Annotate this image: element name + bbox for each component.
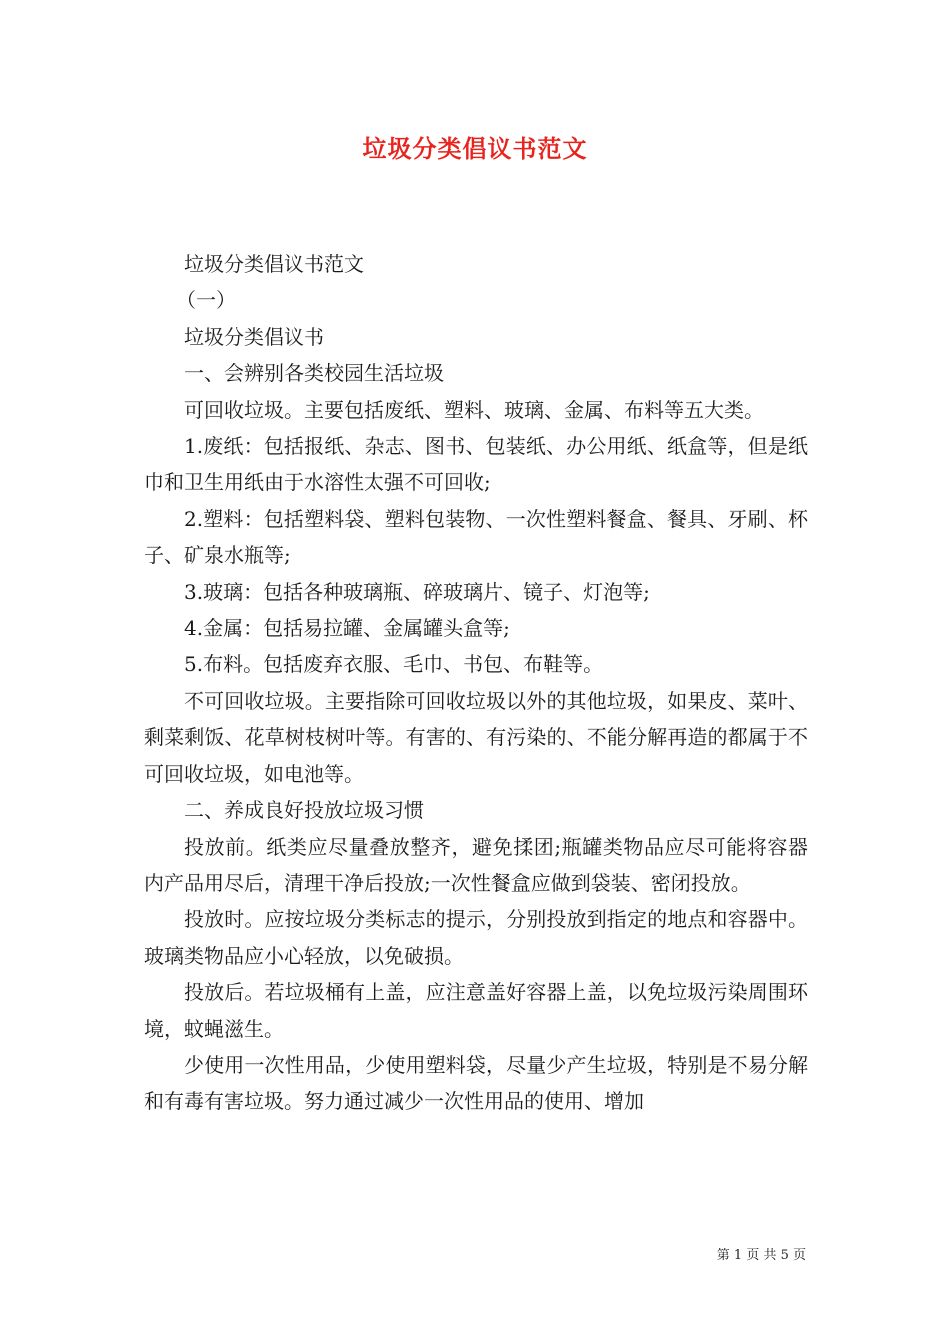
paragraph: 投放前。纸类应尽量叠放整齐，避免揉团;瓶罐类物品应尽可能将容器内产品用尽后，清理干净后投放;一次性餐盒应做到袋装、密闭投放。 <box>144 834 808 895</box>
paragraph: 1.废纸：包括报纸、杂志、图书、包装纸、办公用纸、纸盒等，但是纸巾和卫生用纸由于水溶性太强不可回收; <box>144 434 808 495</box>
paragraph: 3.玻璃：包括各种玻璃瓶、碎玻璃片、镜子、灯泡等; <box>184 579 650 604</box>
section-heading: 一、会辨别各类校园生活垃圾 <box>184 361 444 386</box>
paragraph: （一） <box>176 288 236 313</box>
paragraph: 投放后。若垃圾桶有上盖，应注意盖好容器上盖，以免垃圾污染周围环境，蚊蝇滋生。 <box>144 980 808 1041</box>
paragraph: 少使用一次性用品，少使用塑料袋，尽量少产生垃圾，特别是不易分解和有毒有害垃圾。努力通过减少一次性用品的使用、增加 <box>144 1052 808 1114</box>
document-title: 垃圾分类倡议书范文 <box>362 134 588 163</box>
section-heading: 二、养成良好投放垃圾习惯 <box>184 798 424 823</box>
page-number: 第 1 页 共 5 页 <box>716 1248 806 1263</box>
paragraph: 投放时。应按垃圾分类标志的提示，分别投放到指定的地点和容器中。玻璃类物品应小心轻放，以免破损。 <box>144 907 808 968</box>
paragraph: 4.金属：包括易拉罐、金属罐头盒等; <box>184 616 510 641</box>
paragraph: 垃圾分类倡议书 <box>184 324 324 349</box>
paragraph: 垃圾分类倡议书范文 <box>184 252 364 276</box>
document-body <box>144 246 808 1120</box>
paragraph: 2.塑料：包括塑料袋、塑料包装物、一次性塑料餐盒、餐具、牙刷、杯子、矿泉水瓶等; <box>144 506 808 568</box>
paragraph: 不可回收垃圾。主要指除可回收垃圾以外的其他垃圾，如果皮、菜叶、剩菜剩饭、花草树枝树叶等。有害的、有污染的、不能分解再造的都属于不可回收垃圾，如电池等。 <box>144 688 808 786</box>
paragraph: 5.布料。包括废弃衣服、毛巾、书包、布鞋等。 <box>184 652 604 677</box>
paragraph: 可回收垃圾。主要包括废纸、塑料、玻璃、金属、布料等五大类。 <box>184 397 764 422</box>
